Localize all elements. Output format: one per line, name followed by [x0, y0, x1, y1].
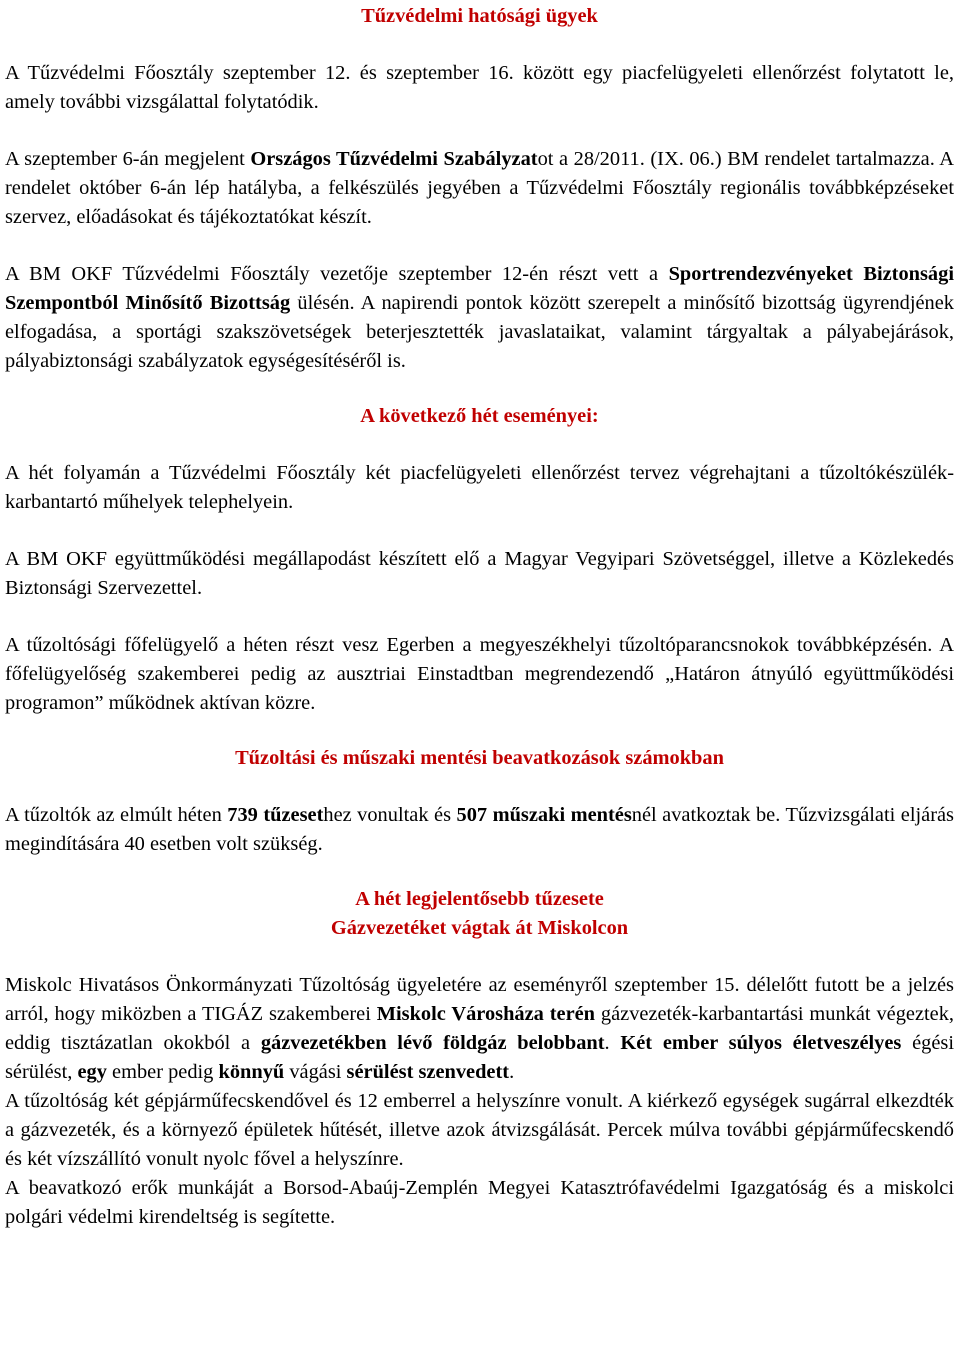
- paragraph-weekly-numbers: A tűzoltók az elmúlt héten 739 tűzesethez vonultak és 507 műszaki mentésnél avatkoztak be. Tűzvizsgálati eljárás megindítására 40 esetben volt szükség.: [5, 804, 954, 855]
- paragraph-miskolc-incident: Miskolc Hivatásos Önkormányzati Tűzoltóság ügyeletére az eseményről szeptember 15. délelőtt futott be a jelzés arról, hogy miközben a TIGÁZ szakemberei Miskolc Városháza terén gázvezeték-karbantartási munkát végeztek, eddig tisztázatlan okokból a gázvezetékben lévő földgáz belobbant. Két ember súlyos életveszélyes égési sérülést, egy ember pedig könnyű vágási sérülést szenvedett.: [5, 974, 955, 1083]
- section-heading-statistics: Tűzoltási és műszaki mentési beavatkozások számokban: [235, 747, 724, 769]
- paragraph-planned-inspections: A hét folyamán a Tűzvédelmi Főosztály két piacfelügyeleti ellenőrzést tervez végrehajtani a tűzoltókészülék-karbantartó műhelyek telephelyein.: [5, 462, 954, 513]
- paragraph-response-units: A tűzoltóság két gépjárműfecskendővel és 12 emberrel a helyszínre vonult. A kiérkező egységek sugárral elkezdték a gázvezeték, és a környező épületek hűtését, illetve azok átvizsgálását. Percek múlva további gépjárműfecskendő és két vízszállító vonult nyolc fővel a helyszínre.: [5, 1090, 954, 1170]
- section-heading-major-fire: A hét legjelentősebb tűzesete: [355, 888, 604, 910]
- paragraph-market-inspection: A Tűzvédelmi Főosztály szeptember 12. és szeptember 16. között egy piacfelügyeleti ellenőrzést folytatott le, amely további vizsgálattal folytatódik.: [5, 62, 954, 113]
- paragraph-cooperation-agreement: A BM OKF együttműködési megállapodást készített elő a Magyar Vegyipari Szövetséggel, illetve a Közlekedés Biztonsági Szervezettel.: [5, 548, 954, 599]
- paragraph-support-agencies: A beavatkozó erők munkáját a Borsod-Abaúj-Zemplén Megyei Katasztrófavédelmi Igazgatóság és a miskolci polgári védelmi kirendeltség is segítette.: [5, 1177, 954, 1228]
- paragraph-sports-committee: A BM OKF Tűzvédelmi Főosztály vezetője szeptember 12-én részt vett a Sportrendezvényeket Biztonsági Szempontból Minősítő Bizottság ülésén. A napirendi pontok között szerepelt a minősítő bizottság ügyrendjének elfogadása, a sportági szakszövetségek beterjesztették javaslataikat, valamint tárgyaltak a pályabejárások, pályabiztonsági szabályzatok egységesítéséről is.: [5, 263, 954, 372]
- section-heading-next-week: A következő hét eseményei:: [360, 405, 599, 427]
- paragraph-fire-regulation: A szeptember 6-án megjelent Országos Tűzvédelmi Szabályzatot a 28/2011. (IX. 06.) BM rendelet tartalmazza. A rendelet október 6-án lép hatályba, a felkészülés jegyében a Tűzvédelmi Főosztály regionális továbbképzéseket szervez, előadásokat és tájékoztatókat készít.: [5, 148, 954, 228]
- paragraph-training-eger: A tűzoltósági főfelügyelő a héten részt vesz Egerben a megyeszékhelyi tűzoltóparancsnokok továbbképzésén. A főfelügyelőség szakemberei pedig az ausztriai Einstadtban megrendezendő „Határon átnyúló együttműködési programon” működnek aktívan közre.: [5, 634, 954, 714]
- section-heading-miskolc-gas: Gázvezetéket vágtak át Miskolcon: [330, 917, 629, 939]
- section-heading-fire-authority: Tűzvédelmi hatósági ügyek: [361, 5, 598, 27]
